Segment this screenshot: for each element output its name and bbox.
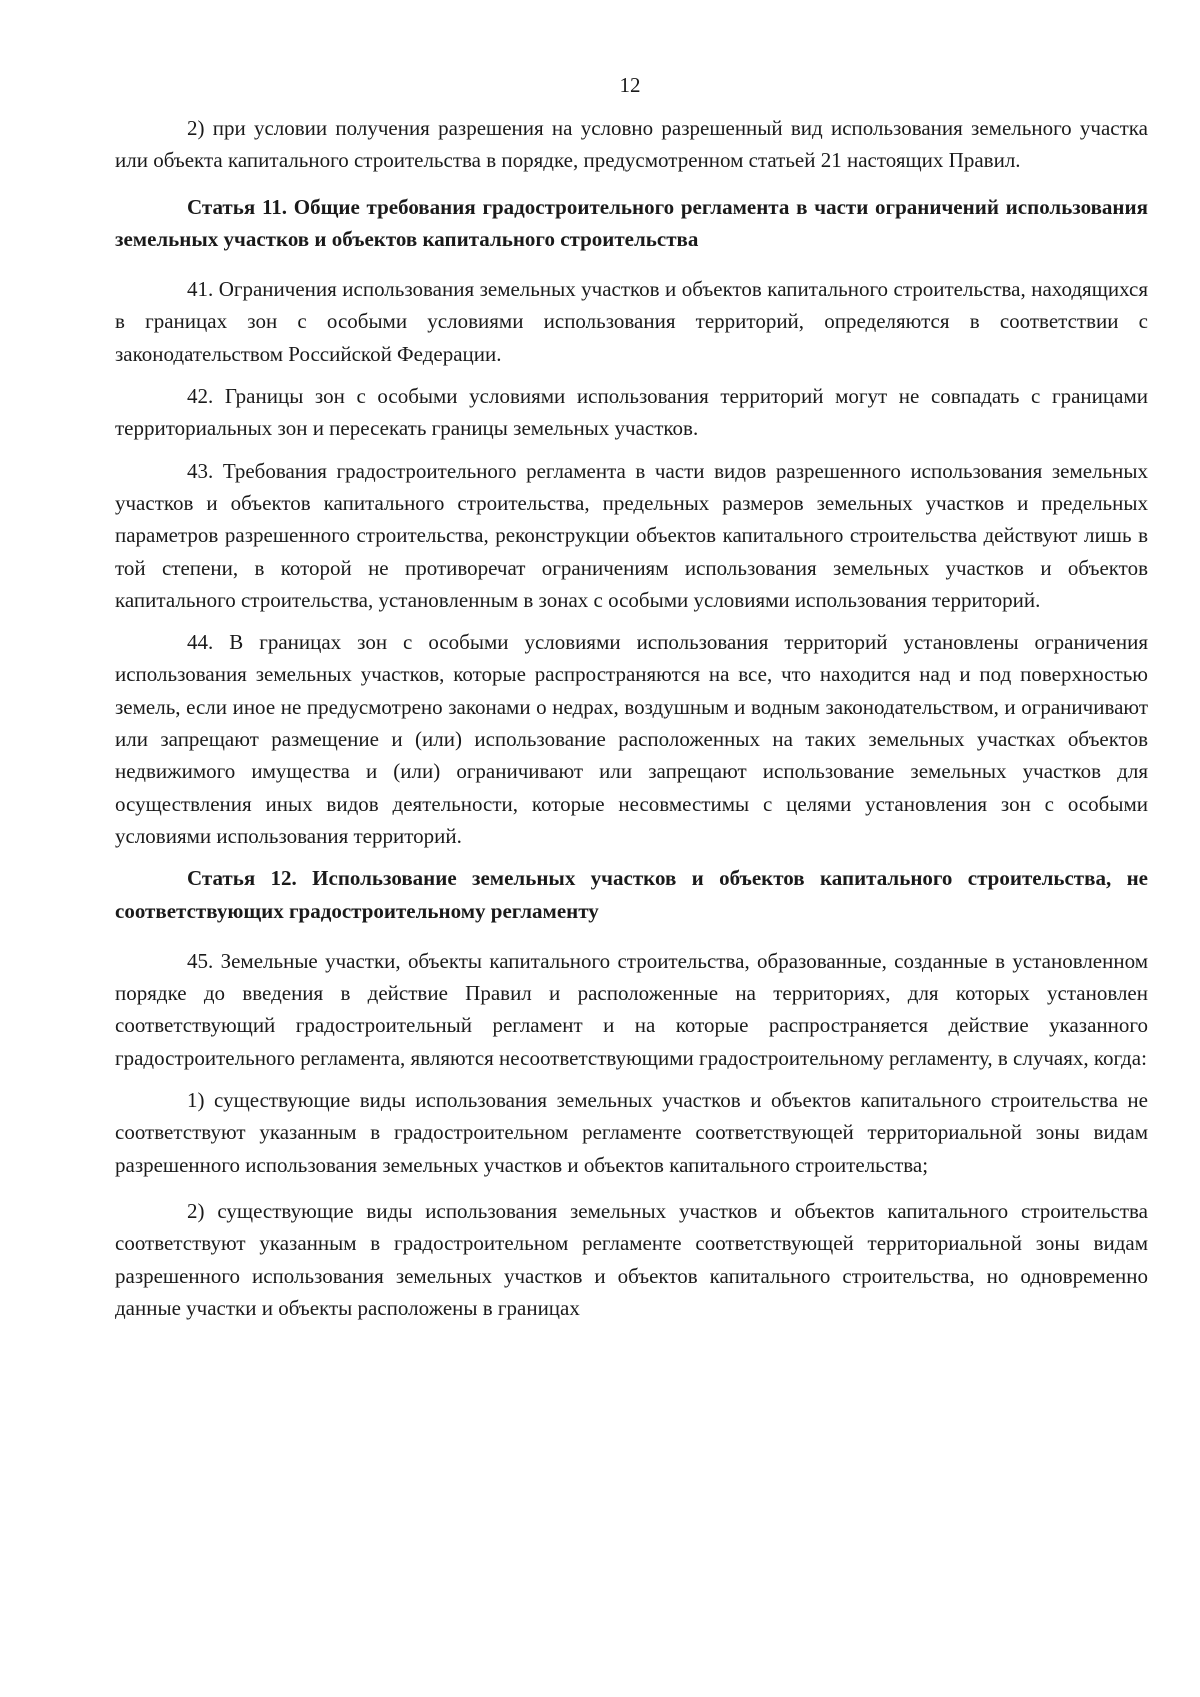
paragraph-45: 45. Земельные участки, объекты капитального строительства, образованные, созданные в установленном порядке до введения в действие Правил и расположенные на территориях, для которых установлен соответствующий градостроительный регламент и на которые распространяется действие указанного градостроительного регламента, являются несоответствующими градостроительному регламенту, в случаях, когда: [115,948,1148,1070]
paragraph-41: 41. Ограничения использования земельных участков и объектов капитального строительства, находящихся в границах зон с особыми условиями использования территорий, определяются в соответствии с законодательством Российской Федерации. [115,277,1148,366]
paragraph-45-subitem-2: 2) существующие виды использования земельных участков и объектов капитального строительства соответствуют указанным в градостроительном регламенте соответствующей территориальной зоны видам разрешенного использования земельных участков и объектов капитального строительства, но одновременно данные участки и объекты расположены в границах [115,1198,1148,1320]
paragraph-44: 44. В границах зон с особыми условиями использования территорий установлены ограничения использования земельных участков, которые распространяются на все, что находится над и под поверхностью земель, если иное не предусмотрено законами о недрах, воздушным и водным законодательством, и ограничивают или запрещают размещение и (или) использование расположенных на таких земельных участках объектов недвижимого имущества и (или) ограничивают или запрещают использование земельных участков для осуществления иных видов деятельности, которые несовместимы с целями установления зон с особыми условиями использования территорий. [115,630,1148,848]
document-body [115,112,1148,1338]
page-number: 12 [619,73,641,97]
article-11-heading: Статья 11. Общие требования градостроительного регламента в части ограничений использования земельных участков и объектов капитального строительства [115,194,1148,251]
paragraph-43: 43. Требования градостроительного регламента в части видов разрешенного использования земельных участков и объектов капитального строительства, предельных размеров земельных участков и предельных параметров разрешенного строительства, реконструкции объектов капитального строительства действуют лишь в той степени, в которой не противоречат ограничениям использования земельных участков и объектов капитального строительства, установленным в зонах с особыми условиями использования территорий. [115,458,1148,612]
paragraph-45-subitem-1: 1) существующие виды использования земельных участков и объектов капитального строительства не соответствуют указанным в градостроительном регламенте соответствующей территориальной зоны видам разрешенного использования земельных участков и объектов капитального строительства; [115,1088,1148,1177]
article-12-heading: Статья 12. Использование земельных участков и объектов капитального строительства, не соответствующих градостроительному регламенту [115,866,1148,923]
paragraph-subitem-2-continued: 2) при условии получения разрешения на условно разрешенный вид использования земельного участка или объекта капитального строительства в порядке, предусмотренном статьей 21 настоящих Правил. [115,116,1148,173]
paragraph-42: 42. Границы зон с особыми условиями использования территорий могут не совпадать с границами территориальных зон и пересекать границы земельных участков. [115,384,1148,441]
